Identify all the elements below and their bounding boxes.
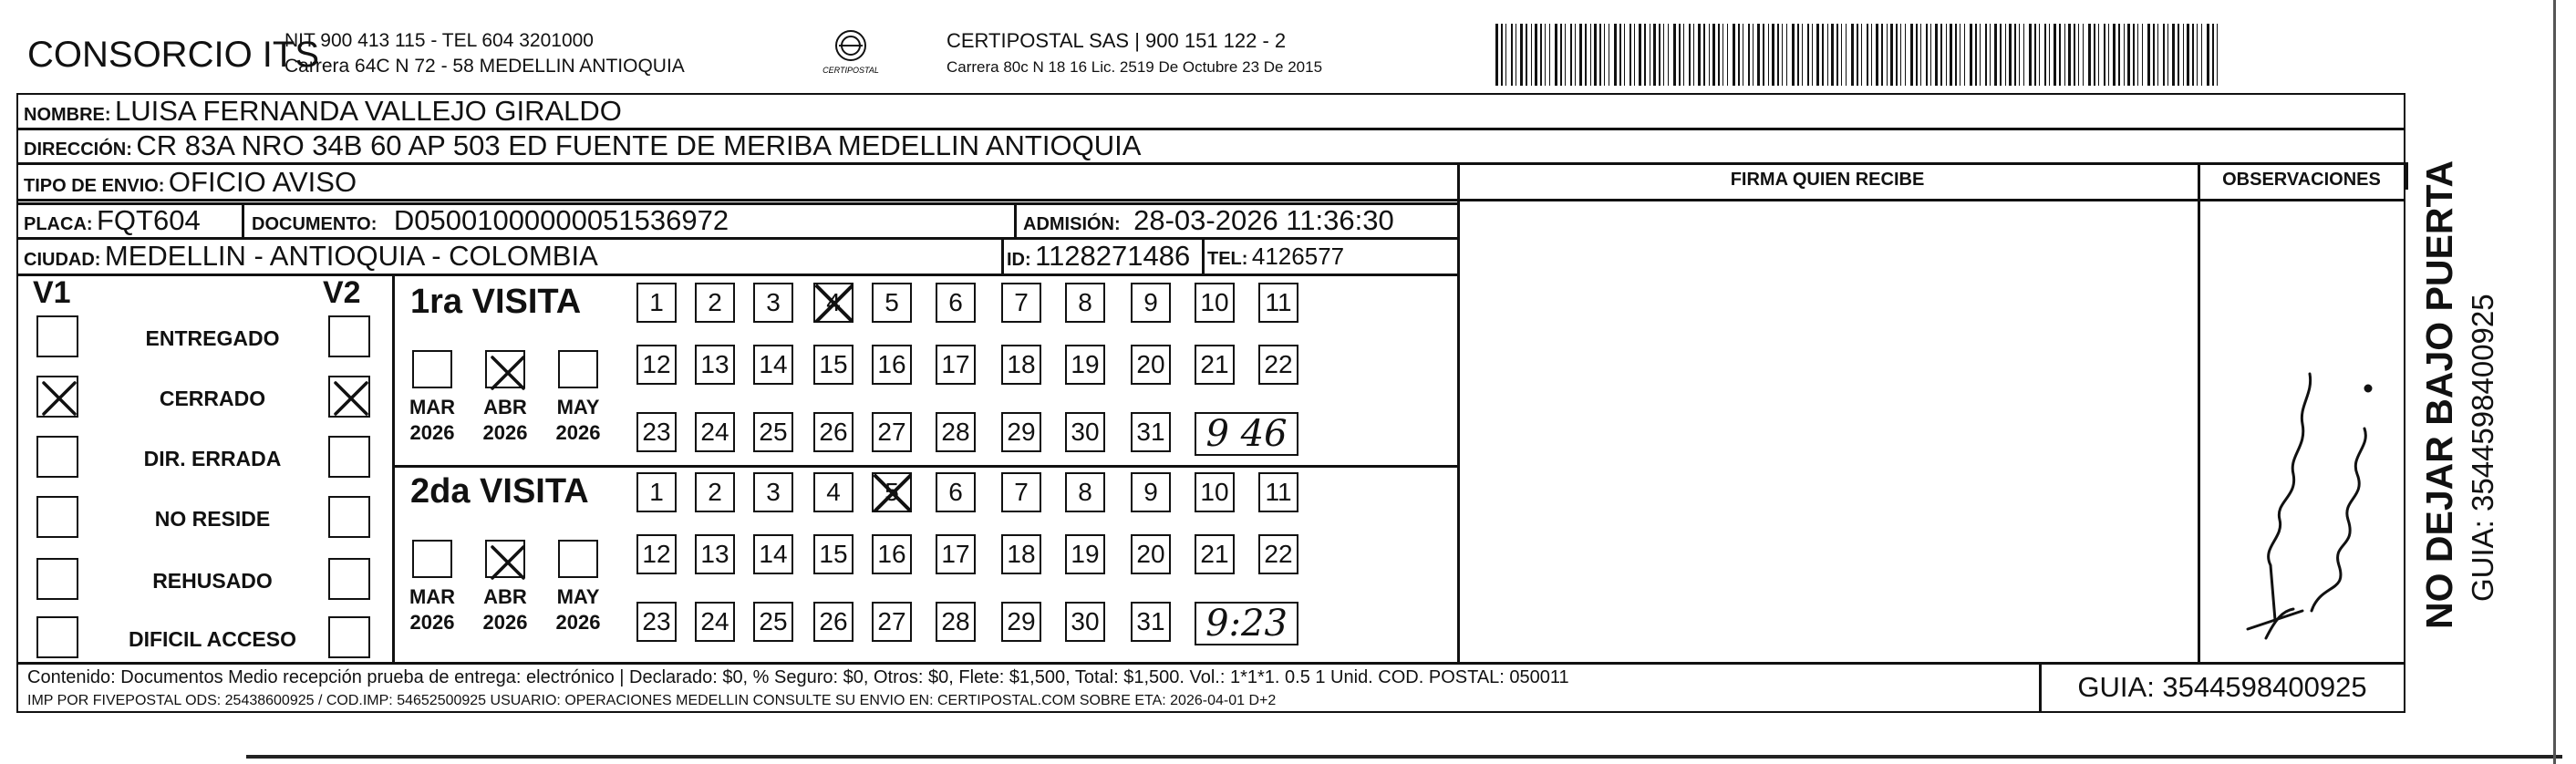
- day-box[interactable]: 6: [936, 283, 976, 323]
- day-box[interactable]: [872, 472, 912, 512]
- barcode-bar: [1896, 24, 1898, 86]
- day-box[interactable]: 9: [1131, 283, 1171, 323]
- month-year-label: 2026: [482, 421, 528, 444]
- barcode-bar: [1505, 24, 1506, 86]
- v1-label: V1: [33, 275, 71, 310]
- barcode-bar: [1545, 24, 1546, 86]
- barcode-bar: [1590, 24, 1591, 86]
- barcode-bar: [1733, 24, 1735, 86]
- day-box[interactable]: 28: [936, 412, 976, 452]
- barcode-bar: [2108, 24, 2109, 86]
- barcode-bar: [1639, 24, 1641, 86]
- direccion-label: DIRECCIÓN:: [24, 139, 132, 160]
- day-box[interactable]: 15: [813, 534, 853, 574]
- barcode-bar: [1663, 24, 1664, 86]
- v1-checkbox[interactable]: [36, 558, 78, 600]
- barcode-bar: [2044, 24, 2046, 86]
- visit-time-value: 9:23: [1205, 603, 1288, 645]
- barcode-bar: [1709, 24, 1710, 86]
- barcode-bar: [1876, 24, 1878, 86]
- nombre-label: NOMBRE:: [24, 105, 111, 125]
- month-checkbox[interactable]: [412, 350, 452, 388]
- barcode-bar: [1797, 24, 1799, 86]
- logo-text: CERTIPOSTAL: [822, 66, 879, 75]
- nombre-value: LUISA FERNANDA VALLEJO GIRALDO: [115, 95, 622, 127]
- day-box[interactable]: 28: [936, 602, 976, 642]
- day-box[interactable]: 31: [1131, 602, 1171, 642]
- barcode-bar: [1831, 24, 1834, 86]
- barcode-bar: [1782, 24, 1783, 86]
- v1-checkbox[interactable]: [36, 376, 78, 418]
- status-reason-label: DIFICIL ACCESO: [128, 627, 296, 651]
- tipo-envio-label: TIPO DE ENVIO:: [24, 176, 165, 196]
- barcode-bar: [1940, 24, 1942, 86]
- barcode-bar: [1792, 24, 1795, 86]
- barcode-bar: [1994, 24, 1997, 86]
- barcode-bar: [1757, 24, 1760, 86]
- barcode-bar: [1846, 24, 1847, 86]
- barcode-bar: [1689, 24, 1691, 86]
- day-box[interactable]: 17: [936, 345, 976, 385]
- barcode-bar: [2127, 24, 2130, 86]
- barcode-bar: [1964, 24, 1965, 86]
- barcode-bar: [1565, 24, 1566, 86]
- barcode-bar: [1629, 24, 1631, 86]
- barcode-bar: [1535, 24, 1537, 86]
- barcode-bar: [2201, 24, 2202, 86]
- direccion-value: CR 83A NRO 34B 60 AP 503 ED FUENTE DE MERIBA MEDELLIN ANTIOQUIA: [136, 129, 1142, 161]
- day-box[interactable]: 21: [1195, 345, 1235, 385]
- status-reason-label: ENTREGADO: [145, 326, 280, 350]
- barcode-bar: [1683, 24, 1684, 86]
- barcode-bar: [1822, 24, 1824, 86]
- barcode-bar: [2187, 24, 2189, 86]
- visit-2-title: 2da VISITA: [410, 472, 589, 511]
- month-checkbox[interactable]: [558, 350, 598, 388]
- barcode-bar: [2098, 24, 2099, 86]
- barcode-bar: [1975, 24, 1977, 86]
- barcode-bar: [2118, 24, 2120, 86]
- status-reason-label: CERRADO: [159, 387, 266, 410]
- barcode-bar: [1920, 24, 1921, 86]
- barcode-bar: [1738, 24, 1740, 86]
- day-box[interactable]: 16: [872, 534, 912, 574]
- barcode-bar: [2083, 24, 2084, 86]
- day-box[interactable]: 5: [872, 283, 912, 323]
- barcode-bar: [2049, 24, 2050, 86]
- barcode-bar: [2054, 24, 2056, 86]
- month-checkbox[interactable]: [485, 350, 525, 388]
- day-box[interactable]: 1: [636, 472, 677, 512]
- day-box[interactable]: 25: [753, 602, 793, 642]
- day-box[interactable]: 22: [1258, 534, 1298, 574]
- barcode-bar: [1727, 24, 1728, 86]
- barcode-bar: [1827, 24, 1828, 86]
- barcode-bar: [1495, 24, 1498, 86]
- month-label: MAY: [556, 585, 600, 608]
- barcode-bar: [2005, 24, 2006, 86]
- status-reason-label: REHUSADO: [152, 569, 273, 593]
- barcode-bar: [1990, 24, 1991, 86]
- day-box[interactable]: 12: [636, 345, 677, 385]
- barcode-bar: [1698, 24, 1701, 86]
- visit-1-title: 1ra VISITA: [410, 283, 582, 321]
- day-box[interactable]: 19: [1065, 345, 1105, 385]
- day-box[interactable]: 30: [1065, 602, 1105, 642]
- barcode-bar: [1614, 24, 1617, 86]
- barcode-bar: [1501, 24, 1503, 86]
- status-reason-label: NO RESIDE: [154, 507, 271, 531]
- barcode-bar: [2163, 24, 2165, 86]
- barcode-bar: [1812, 24, 1813, 86]
- barcode-bar: [1560, 24, 1562, 86]
- month-year-label: 2026: [409, 611, 455, 634]
- placa-value: FQT604: [97, 204, 201, 236]
- documento-label: DOCUMENTO:: [252, 214, 378, 234]
- certipostal-logo: [819, 26, 883, 80]
- barcode-bar: [1594, 24, 1597, 86]
- barcode-bar: [1653, 24, 1656, 86]
- barcode-bar: [2142, 24, 2143, 86]
- day-box[interactable]: 1: [636, 283, 677, 323]
- barcode-bar: [1836, 24, 1838, 86]
- barcode-bar: [1673, 24, 1676, 86]
- v1-checkbox[interactable]: [36, 496, 78, 538]
- barcode-bar: [1970, 24, 1972, 86]
- day-box[interactable]: 25: [753, 412, 793, 452]
- day-number: 4: [826, 288, 841, 316]
- month-checkbox[interactable]: [558, 540, 598, 578]
- barcode-bar: [2019, 24, 2020, 86]
- barcode-bar: [1526, 24, 1527, 86]
- status-reason-label: DIR. ERRADA: [143, 447, 282, 470]
- day-box[interactable]: 26: [813, 412, 853, 452]
- barcode-bar: [1693, 24, 1694, 86]
- barcode-bar: [2207, 24, 2209, 86]
- footer-guia: GUIA: 3544598400925: [2077, 671, 2367, 703]
- company-nit-tel: NIT 900 413 115 - TEL 604 3201000: [284, 30, 594, 51]
- day-box[interactable]: 24: [695, 602, 735, 642]
- day-box[interactable]: 29: [1001, 412, 1041, 452]
- barcode-bar: [1857, 24, 1858, 86]
- barcode-bar: [1955, 24, 1957, 86]
- admision-label: ADMISIÓN:: [1023, 214, 1121, 234]
- barcode-bar: [1659, 24, 1660, 86]
- visit-time-box[interactable]: [1195, 412, 1298, 456]
- barcode-bar: [2068, 24, 2071, 86]
- barcode-bar: [2167, 24, 2168, 86]
- barcode-bar: [1980, 24, 1981, 86]
- barcode-bar: [2059, 24, 2061, 86]
- v1-checkbox[interactable]: [36, 616, 78, 658]
- v2-checkbox[interactable]: [328, 315, 370, 357]
- day-box[interactable]: 29: [1001, 602, 1041, 642]
- day-box[interactable]: 7: [1001, 283, 1041, 323]
- v2-checkbox[interactable]: [328, 436, 370, 478]
- month-label: MAR: [409, 585, 456, 608]
- day-number: 5: [885, 478, 899, 506]
- barcode-bar: [1570, 24, 1572, 86]
- barcode-bar: [2212, 24, 2214, 86]
- page-edge-bottom: [246, 755, 2562, 759]
- barcode-bar: [1753, 24, 1754, 86]
- barcode-bar: [1604, 24, 1605, 86]
- barcode-bar: [1905, 24, 1906, 86]
- day-box[interactable]: 2: [695, 472, 735, 512]
- day-box[interactable]: 8: [1065, 283, 1105, 323]
- barcode-bar: [1575, 24, 1576, 86]
- day-box[interactable]: 15: [813, 345, 853, 385]
- barcode-bar: [2023, 24, 2024, 86]
- day-box[interactable]: 31: [1131, 412, 1171, 452]
- barcode-bar: [1851, 24, 1854, 86]
- observation-handwriting: [2211, 337, 2394, 647]
- month-label: ABR: [483, 585, 527, 608]
- tel-value: 4126577: [1251, 243, 1345, 270]
- day-box[interactable]: 3: [753, 283, 793, 323]
- day-box[interactable]: 20: [1131, 345, 1171, 385]
- placa-label: PLACA:: [24, 214, 93, 234]
- month-label: ABR: [483, 396, 527, 418]
- side-notice: NO DEJAR BAJO PUERTA: [2418, 160, 2460, 629]
- day-box[interactable]: 4: [813, 472, 853, 512]
- day-box[interactable]: 3: [753, 472, 793, 512]
- admision-value: 28-03-2026 11:36:30: [1133, 204, 1394, 236]
- documento-value: D05001000000051536972: [393, 204, 729, 236]
- barcode-bar: [2183, 24, 2184, 86]
- barcode-bar: [2029, 24, 2032, 86]
- barcode-bar: [1930, 24, 1931, 86]
- barcode-bar: [2113, 24, 2116, 86]
- observaciones-header: OBSERVACIONES: [2222, 170, 2381, 190]
- day-box[interactable]: 17: [936, 534, 976, 574]
- day-box[interactable]: 18: [1001, 345, 1041, 385]
- barcode-bar: [1861, 24, 1862, 86]
- day-box[interactable]: 7: [1001, 472, 1041, 512]
- barcode-bar: [1520, 24, 1523, 86]
- day-box[interactable]: 19: [1065, 534, 1105, 574]
- barcode-bar: [1768, 24, 1769, 86]
- day-box[interactable]: 9: [1131, 472, 1171, 512]
- barcode-bar: [2153, 24, 2155, 86]
- barcode-bar: [1511, 24, 1513, 86]
- barcode-bar: [2078, 24, 2079, 86]
- day-box[interactable]: 11: [1258, 472, 1298, 512]
- barcode-bar: [1772, 24, 1774, 86]
- v2-label: V2: [323, 275, 361, 310]
- month-year-label: 2026: [555, 611, 601, 634]
- barcode-bar: [1926, 24, 1928, 86]
- barcode-bar: [2133, 24, 2135, 86]
- barcode: [1495, 24, 2225, 86]
- barcode-bar: [1703, 24, 1705, 86]
- barcode-bar: [2034, 24, 2036, 86]
- barcode-bar: [2064, 24, 2065, 86]
- tipo-envio-value: OFICIO AVISO: [168, 166, 357, 198]
- barcode-bar: [1816, 24, 1819, 86]
- footer-print-line: IMP POR FIVEPOSTAL ODS: 25438600925 / COD.IMP: 54652500925 USUARIO: OPERACIONES MEDELLIN CONSULTE SU ENVIO EN: CERTIPOSTAL.COM SOBRE ETA: 2026-04-01 D+2: [27, 693, 1277, 708]
- barcode-bar: [1985, 24, 1987, 86]
- barcode-bar: [1718, 24, 1720, 86]
- barcode-bar: [1634, 24, 1635, 86]
- barcode-bar: [2217, 24, 2218, 86]
- barcode-bar: [1555, 24, 1557, 86]
- barcode-bar: [1679, 24, 1681, 86]
- ciudad-label: CIUDAD:: [24, 250, 101, 270]
- day-box[interactable]: 30: [1065, 412, 1105, 452]
- company-name: CONSORCIO ITS: [27, 35, 320, 75]
- day-box[interactable]: 22: [1258, 345, 1298, 385]
- day-box[interactable]: 8: [1065, 472, 1105, 512]
- barcode-bar: [1786, 24, 1787, 86]
- barcode-bar: [2000, 24, 2002, 86]
- barcode-bar: [2009, 24, 2012, 86]
- barcode-bar: [1585, 24, 1587, 86]
- barcode-bar: [1916, 24, 1918, 86]
- month-label: MAY: [556, 396, 600, 418]
- id-label: ID:: [1007, 250, 1031, 270]
- day-box[interactable]: [813, 283, 853, 323]
- barcode-bar: [2178, 24, 2179, 86]
- barcode-bar: [1807, 24, 1809, 86]
- barcode-bar: [2147, 24, 2150, 86]
- barcode-bar: [1777, 24, 1779, 86]
- barcode-bar: [1841, 24, 1842, 86]
- barcode-bar: [2197, 24, 2198, 86]
- day-box[interactable]: 13: [695, 345, 735, 385]
- v2-checkbox[interactable]: [328, 558, 370, 600]
- day-box[interactable]: 23: [636, 602, 677, 642]
- v1-checkbox[interactable]: [36, 436, 78, 478]
- barcode-bar: [1549, 24, 1550, 86]
- page-edge-right: [2553, 0, 2556, 764]
- courier-name: CERTIPOSTAL SAS | 900 151 122 - 2: [947, 29, 1287, 52]
- barcode-bar: [1881, 24, 1883, 86]
- side-guia: GUIA: 3544598400925: [2466, 294, 2499, 602]
- barcode-bar: [1712, 24, 1715, 86]
- barcode-bar: [1946, 24, 1947, 86]
- barcode-bar: [1599, 24, 1601, 86]
- day-box[interactable]: 18: [1001, 534, 1041, 574]
- barcode-bar: [2039, 24, 2040, 86]
- barcode-bar: [2088, 24, 2091, 86]
- month-year-label: 2026: [482, 611, 528, 634]
- firma-header: FIRMA QUIEN RECIBE: [1730, 170, 1925, 190]
- day-box[interactable]: 11: [1258, 283, 1298, 323]
- barcode-bar: [1867, 24, 1868, 86]
- day-box[interactable]: 21: [1195, 534, 1235, 574]
- barcode-bar: [2124, 24, 2125, 86]
- barcode-bar: [1871, 24, 1872, 86]
- barcode-bar: [1531, 24, 1532, 86]
- visit-time-box[interactable]: [1195, 602, 1298, 645]
- barcode-bar: [2014, 24, 2016, 86]
- v2-checkbox[interactable]: [328, 496, 370, 538]
- month-year-label: 2026: [409, 421, 455, 444]
- v1-checkbox[interactable]: [36, 315, 78, 357]
- barcode-bar: [1668, 24, 1669, 86]
- barcode-bar: [1619, 24, 1621, 86]
- barcode-bar: [1579, 24, 1582, 86]
- day-box[interactable]: 14: [753, 345, 793, 385]
- day-box[interactable]: 26: [813, 602, 853, 642]
- day-box[interactable]: 20: [1131, 534, 1171, 574]
- barcode-bar: [1887, 24, 1888, 86]
- month-checkbox[interactable]: [412, 540, 452, 578]
- barcode-bar: [1624, 24, 1625, 86]
- barcode-bar: [1910, 24, 1913, 86]
- day-box[interactable]: 24: [695, 412, 735, 452]
- barcode-bar: [1644, 24, 1646, 86]
- day-box[interactable]: 23: [636, 412, 677, 452]
- barcode-bar: [1540, 24, 1542, 86]
- day-box[interactable]: 13: [695, 534, 735, 574]
- tel-label: TEL:: [1207, 249, 1248, 269]
- barcode-bar: [2172, 24, 2175, 86]
- barcode-bar: [1900, 24, 1901, 86]
- v2-checkbox[interactable]: [328, 376, 370, 418]
- day-box[interactable]: 27: [872, 602, 912, 642]
- day-box[interactable]: 10: [1195, 472, 1235, 512]
- day-box[interactable]: 27: [872, 412, 912, 452]
- barcode-bar: [1935, 24, 1938, 86]
- footer-content-line: Contenido: Documentos Medio recepción prueba de entrega: electrónico | Declarado: $0, % Seguro: $0, Otros: $0, Flete: $1,500, Total: $1,500. Vol.: 1*1*1. 0.5 1 Unid. COD. POSTAL: 050011: [27, 667, 1569, 687]
- barcode-bar: [1748, 24, 1750, 86]
- barcode-bar: [1950, 24, 1952, 86]
- barcode-bar: [2104, 24, 2105, 86]
- day-box[interactable]: 2: [695, 283, 735, 323]
- month-year-label: 2026: [555, 421, 601, 444]
- v2-checkbox[interactable]: [328, 616, 370, 658]
- day-box[interactable]: 12: [636, 534, 677, 574]
- company-address: Carrera 64C N 72 - 58 MEDELLIN ANTIOQUIA: [284, 56, 685, 77]
- barcode-bar: [2074, 24, 2075, 86]
- barcode-bar: [1802, 24, 1803, 86]
- day-box[interactable]: 16: [872, 345, 912, 385]
- barcode-bar: [2094, 24, 2095, 86]
- month-label: MAR: [409, 396, 456, 418]
- barcode-bar: [2137, 24, 2138, 86]
- day-box[interactable]: 14: [753, 534, 793, 574]
- day-box[interactable]: 10: [1195, 283, 1235, 323]
- barcode-bar: [1890, 24, 1893, 86]
- barcode-bar: [2192, 24, 2194, 86]
- month-checkbox[interactable]: [485, 540, 525, 578]
- id-value: 1128271486: [1035, 240, 1191, 272]
- day-box[interactable]: 6: [936, 472, 976, 512]
- barcode-bar: [1763, 24, 1764, 86]
- barcode-bar: [2157, 24, 2158, 86]
- ciudad-value: MEDELLIN - ANTIOQUIA - COLOMBIA: [104, 240, 598, 272]
- visit-time-value: 9 46: [1205, 413, 1288, 455]
- courier-license: Carrera 80c N 18 16 Lic. 2519 De Octubre 23 De 2015: [947, 58, 1323, 76]
